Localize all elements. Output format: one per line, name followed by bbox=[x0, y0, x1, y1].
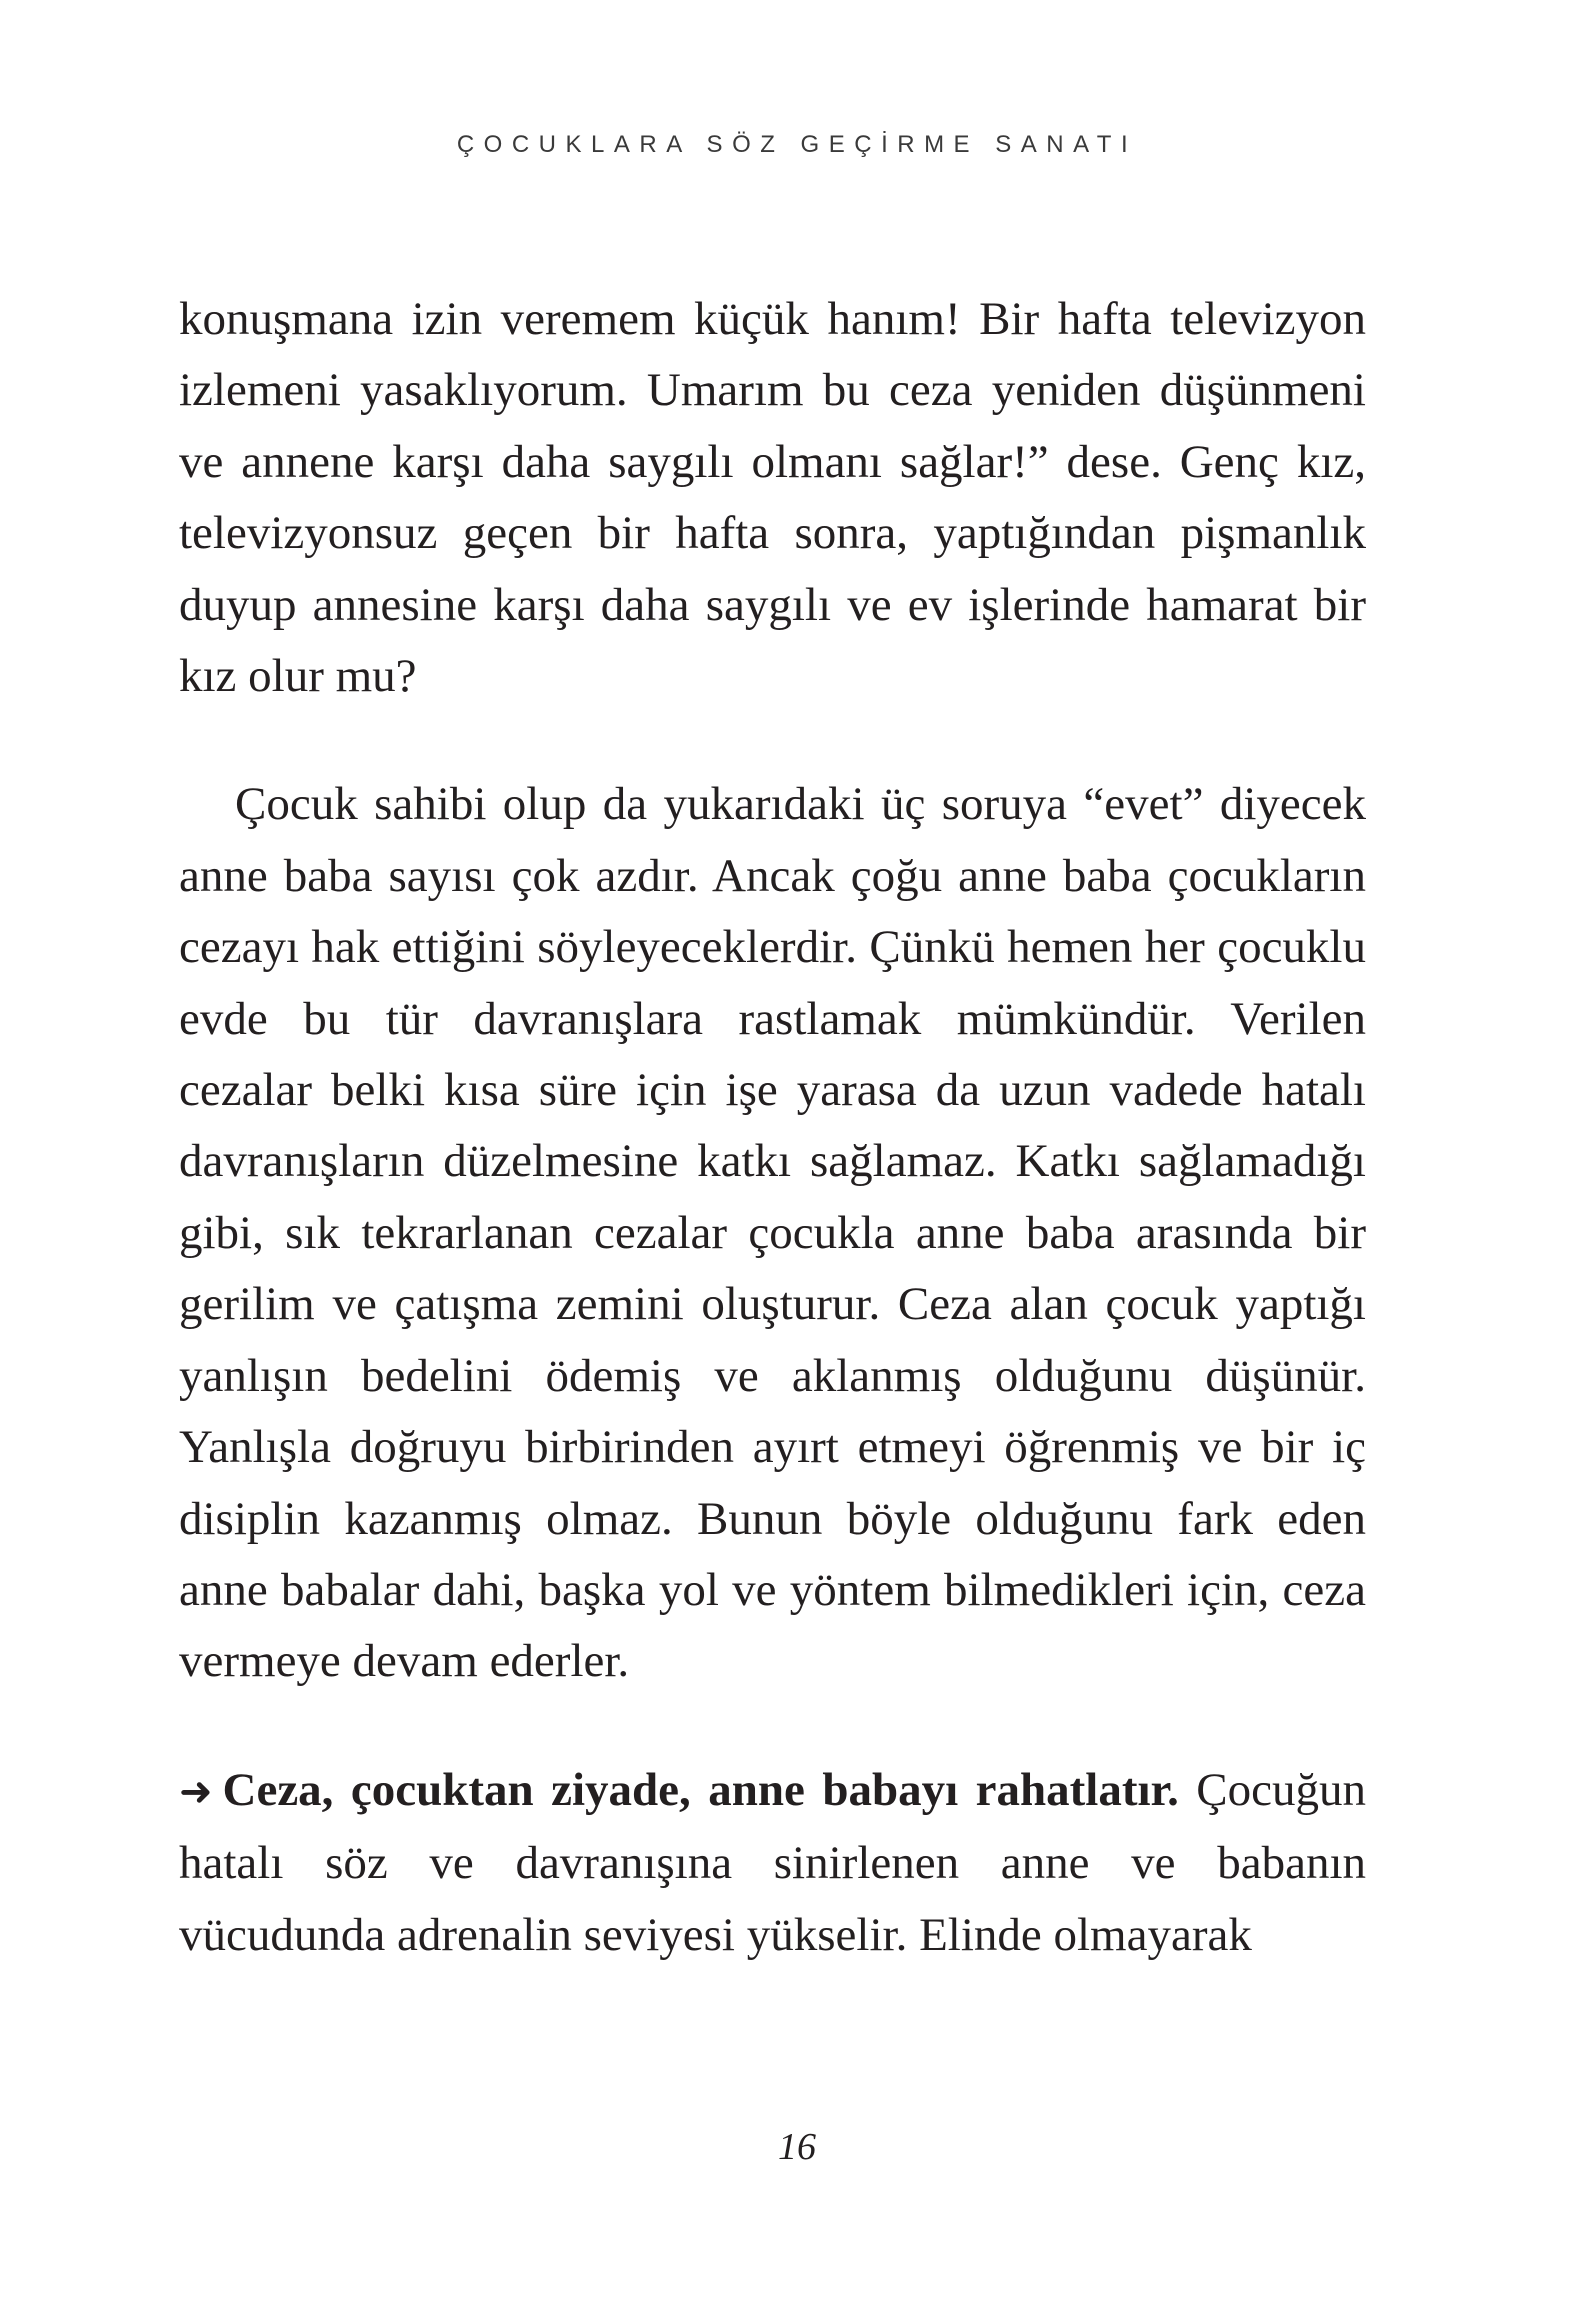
key-point-text: Çocuğun hatalı söz ve davranışına sinirlenen anne ve babanın vücudunda adrenalin seviyesi yükselir. Elinde olmayarak bbox=[179, 1763, 1366, 1961]
page-number: 16 bbox=[778, 2126, 816, 2168]
key-point-heading: Ceza, çocuktan ziyade, anne babayı rahatlatır. bbox=[222, 1763, 1179, 1816]
paragraph-continued: konuşmana izin veremem küçük hanım! Bir hafta televizyon izlemeni yasaklıyorum. Umarım bu ceza yeniden düşünmeni ve annene karşı daha saygılı olmanı sağlar!” dese. Genç kız, televizyonsuz geçen bir hafta sonra, yaptığından pişmanlık duyup annesine karşı daha saygılı ve ev işlerinde hamarat bir kız olur mu? bbox=[179, 293, 1366, 703]
arrow-right-icon: ➜ bbox=[179, 1768, 213, 1815]
page-body bbox=[179, 284, 1366, 1971]
paragraph-key-point bbox=[179, 1755, 1366, 1971]
paragraph: Çocuk sahibi olup da yukarıdaki üç soruya “evet” diyecek anne baba sayısı çok azdır. Ancak çoğu anne baba çocukların cezayı hak ettiğini söyleyeceklerdir. Çünkü hemen her çocuklu evde bu tür davranışlara rastlamak mümkündür. Verilen cezalar belki kısa süre için işe yarasa da uzun vadede hatalı davranışların düzelmesine katkı sağlamaz. Katkı sağlamadığı gibi, sık tekrarlanan cezalar çocukla anne baba arasında bir gerilim ve çatışma zemini oluşturur. Ceza alan çocuk yaptığı yanlışın bedelini ödemiş ve aklanmış olduğunu düşünür. Yanlışla doğruyu birbirinden ayırt etmeyi öğrenmiş ve bir iç disiplin kazanmış olmaz. Bunun böyle olduğunu fark eden anne babalar dahi, başka yol ve yöntem bilmedikleri için, ceza vermeye devam ederler. bbox=[179, 778, 1366, 1688]
running-header: ÇOCUKLARA SÖZ GEÇİRME SANATI bbox=[456, 131, 1138, 158]
